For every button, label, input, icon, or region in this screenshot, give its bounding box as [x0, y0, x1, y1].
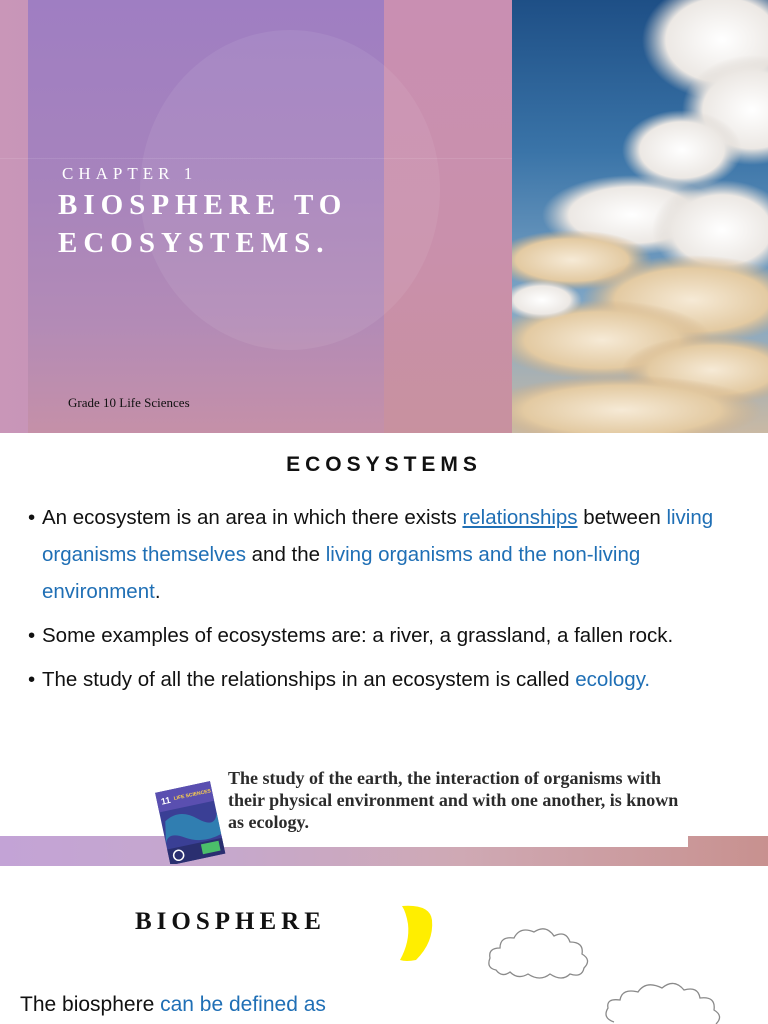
- bullet-text: between: [577, 506, 667, 529]
- slide-subtitle: Grade 10 Life Sciences: [68, 395, 190, 410]
- sky-clouds-image: [512, 0, 768, 433]
- cloud-icon: [484, 920, 594, 984]
- list-item: [28, 661, 728, 698]
- biosphere-heading: BIOSPHERE: [135, 908, 326, 935]
- cloud-icon: [600, 978, 726, 1024]
- bullet-icon: •: [28, 506, 36, 529]
- list-item: [28, 499, 728, 610]
- highlight-text: living organisms and the non-living environment: [42, 543, 641, 603]
- ecosystems-bullet-list: [28, 499, 728, 705]
- highlight-text: can be defined as: [160, 993, 326, 1016]
- decorative-line: [0, 158, 512, 159]
- ecosystems-heading: ECOSYSTEMS: [286, 453, 482, 476]
- slide-title: BIOSPHERE TO ECOSYSTEMS.: [58, 189, 348, 259]
- relationships-link[interactable]: relationships: [462, 506, 578, 529]
- textbook-cover-image: [152, 780, 230, 864]
- sun-icon: [396, 902, 436, 964]
- textbook-quote: The study of the earth, the interaction of organisms with their physical environment and with one another, is known as ecology.: [228, 768, 679, 832]
- bullet-text: The study of all the relationships in an ecosystem is called: [42, 668, 576, 691]
- list-item: [28, 617, 728, 654]
- highlight-text: living organisms themselves: [42, 506, 714, 566]
- bullet-text: .: [154, 580, 161, 603]
- chapter-label: CHAPTER 1: [62, 164, 198, 183]
- ecosystems-slide: [0, 433, 768, 866]
- biosphere-slide: [0, 866, 768, 1024]
- book-number: 11: [160, 794, 172, 807]
- bullet-text: Some examples of ecosystems are: a river, a grassland, a fallen rock.: [42, 624, 674, 647]
- title-slide: [0, 0, 768, 433]
- biosphere-text: [20, 990, 440, 1020]
- book-title: LIFE SCIENCES: [173, 788, 212, 802]
- bullet-icon: •: [28, 624, 36, 647]
- highlight-text: ecology.: [575, 668, 651, 691]
- bullet-text: and the: [245, 543, 326, 566]
- bullet-text: An ecosystem is an area in which there exists: [42, 506, 463, 529]
- bullet-icon: •: [28, 668, 36, 691]
- body-text: The biosphere: [20, 993, 161, 1016]
